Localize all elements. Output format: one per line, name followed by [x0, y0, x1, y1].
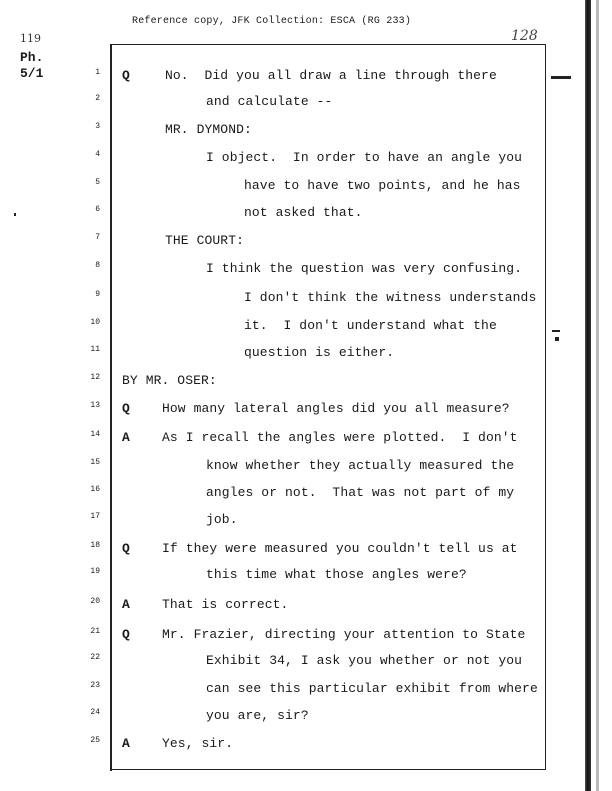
transcript-line	[0, 567, 612, 587]
line-text: not asked that.	[244, 205, 363, 220]
scan-mark	[14, 213, 16, 216]
question-marker: Q	[122, 627, 130, 642]
line-text: question is either.	[244, 345, 395, 360]
line-number: 24	[90, 708, 100, 717]
scan-mark	[552, 330, 560, 332]
line-text: I don't think the witness understands	[244, 290, 537, 305]
line-text: job.	[206, 512, 238, 527]
line-number: 25	[90, 736, 100, 745]
line-text: you are, sir?	[206, 708, 309, 723]
line-number: 8	[95, 261, 100, 270]
line-number: 15	[90, 458, 100, 467]
transcript-line	[0, 345, 612, 365]
transcript-line	[0, 318, 612, 338]
line-number: 4	[95, 150, 100, 159]
line-number: 23	[90, 681, 100, 690]
scan-edge	[585, 0, 591, 791]
transcript-line	[0, 94, 612, 114]
line-text: As I recall the angles were plotted. I don't	[162, 430, 518, 445]
line-number: 13	[90, 401, 100, 410]
line-text: If they were measured you couldn't tell us at	[162, 541, 518, 556]
line-number: 9	[95, 290, 100, 299]
line-text: Exhibit 34, I ask you whether or not you	[206, 653, 523, 668]
line-number: 16	[90, 485, 100, 494]
line-text: angles or not. That was not part of my	[206, 485, 515, 500]
transcript-line	[0, 512, 612, 532]
scan-edge-shadow	[596, 0, 599, 791]
transcript-line	[0, 233, 612, 253]
transcript-line	[0, 597, 612, 617]
line-number: 7	[95, 233, 100, 242]
transcript-line	[0, 458, 612, 478]
transcript-line	[0, 653, 612, 673]
transcript-line	[0, 68, 612, 88]
transcript-line	[0, 401, 612, 421]
line-number: 10	[90, 318, 100, 327]
question-marker: Q	[122, 401, 130, 416]
reference-header: Reference copy, JFK Collection: ESCA (RG 233)	[132, 16, 412, 27]
line-number: 3	[95, 122, 100, 131]
line-number: 5	[95, 178, 100, 187]
line-number: 17	[90, 512, 100, 521]
transcript-line	[0, 261, 612, 281]
line-text: it. I don't understand what the	[244, 318, 497, 333]
line-text: this time what those angles were?	[206, 567, 467, 582]
line-text: MR. DYMOND:	[165, 122, 252, 137]
line-number: 20	[90, 597, 100, 606]
question-marker: Q	[122, 541, 130, 556]
line-text: Mr. Frazier, directing your attention to State	[162, 627, 526, 642]
line-text: I think the question was very confusing.	[206, 261, 523, 276]
line-number: 21	[90, 627, 100, 636]
line-text: I object. In order to have an angle you	[206, 150, 523, 165]
line-text: and calculate --	[206, 94, 333, 109]
answer-marker: A	[122, 736, 130, 751]
handwritten-note: 119	[20, 32, 41, 45]
transcript-line	[0, 430, 612, 450]
transcript-line	[0, 541, 612, 561]
scan-mark	[551, 76, 571, 79]
scan-mark	[555, 337, 559, 341]
transcript-line	[0, 122, 612, 142]
margin-label-section: 5/1	[20, 66, 44, 81]
transcript-line	[0, 485, 612, 505]
line-text: That is correct.	[162, 597, 289, 612]
line-text: THE COURT:	[165, 233, 245, 248]
transcript-line	[0, 178, 612, 198]
page-number: 128	[511, 28, 538, 44]
line-text: can see this particular exhibit from where	[206, 681, 538, 696]
margin-label-ph: Ph.	[20, 50, 44, 65]
line-number: 12	[90, 373, 100, 382]
transcript-line	[0, 373, 612, 393]
line-number: 18	[90, 541, 100, 550]
line-text: How many lateral angles did you all measure?	[162, 401, 510, 416]
transcript-line	[0, 205, 612, 225]
line-text: BY MR. OSER:	[122, 373, 217, 388]
transcript-line	[0, 627, 612, 647]
line-number: 14	[90, 430, 100, 439]
line-number: 11	[90, 345, 100, 354]
line-number: 1	[95, 68, 100, 77]
line-text: have to have two points, and he has	[244, 178, 521, 193]
question-marker: Q	[122, 68, 130, 83]
transcript-line	[0, 150, 612, 170]
line-number: 19	[90, 567, 100, 576]
line-number: 2	[95, 94, 100, 103]
line-number: 6	[95, 205, 100, 214]
line-text: know whether they actually measured the	[206, 458, 515, 473]
transcript-line	[0, 708, 612, 728]
transcript-line	[0, 290, 612, 310]
line-number: 22	[90, 653, 100, 662]
transcript-line	[0, 681, 612, 701]
line-text: No. Did you all draw a line through there	[165, 68, 497, 83]
answer-marker: A	[122, 597, 130, 612]
transcript-line	[0, 736, 612, 756]
line-text: Yes, sir.	[162, 736, 234, 751]
answer-marker: A	[122, 430, 130, 445]
